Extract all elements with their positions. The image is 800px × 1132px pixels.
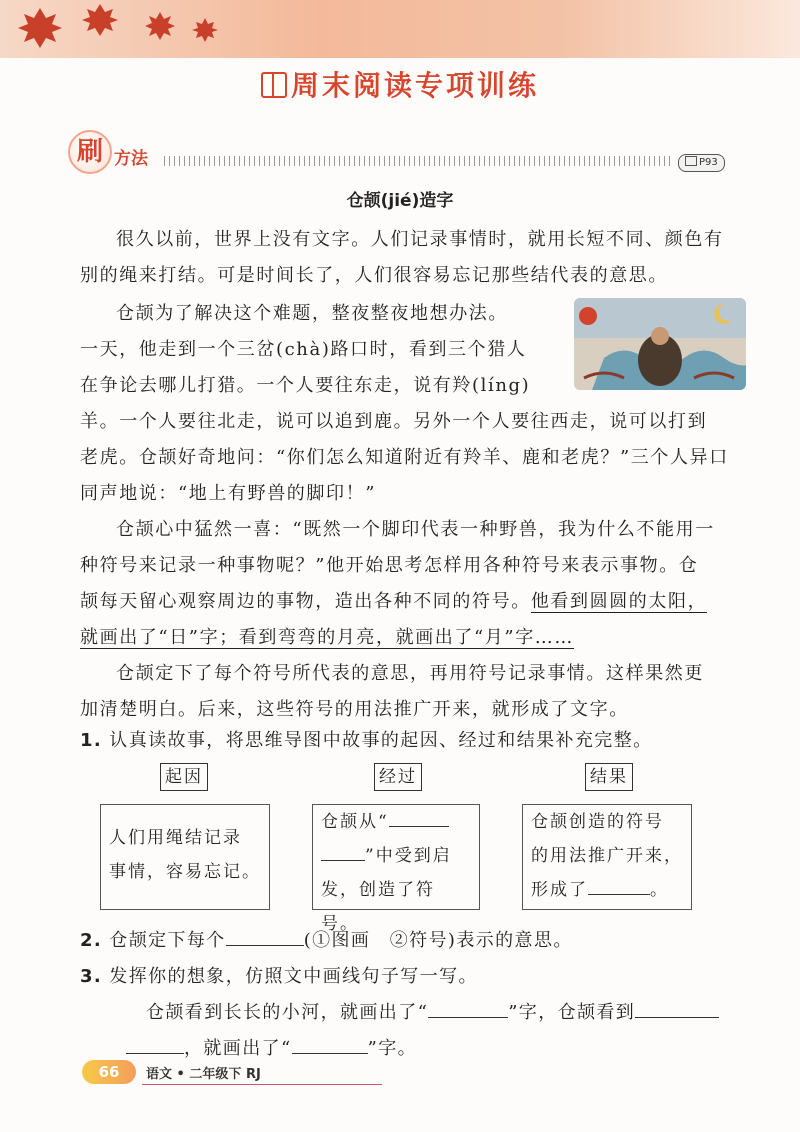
label-cause: 起因 xyxy=(160,763,208,791)
section-badge: 刷 xyxy=(68,130,112,174)
question-3: 3. 发挥你的想象，仿照文中画线句子写一写。 xyxy=(80,966,478,987)
answer-blank[interactable] xyxy=(635,1017,719,1018)
paragraph-3-line: 种符号来记录一种事物呢？”他开始思考怎样用各种符号来表示事物。仓 xyxy=(80,555,699,576)
page-title-text: 周末阅读专项训练 xyxy=(290,69,539,102)
paragraph-2: 仓颉为了解决这个难题，整夜整夜地想办法。 xyxy=(116,303,508,324)
answer-blank[interactable] xyxy=(389,826,449,827)
paragraph-3: 仓颉心中猛然一喜：“既然一个脚印代表一种野兽，我为什么不能用一 xyxy=(116,519,715,540)
label-result: 结果 xyxy=(585,763,633,791)
passage-title: 仓颉(jié)造字 xyxy=(346,191,454,211)
paragraph-3-line: 颉每天留心观察周边的事物，造出各种不同的符号。他看到圆圆的太阳， xyxy=(80,591,708,612)
cangjie-illustration xyxy=(574,298,746,390)
paragraph-3-line xyxy=(80,620,752,656)
paragraph-2-line: 羊。一个人要往北走，说可以追到鹿。另外一个人要往西走，说可以打到 xyxy=(80,411,708,432)
question-2: 2. 仓颉定下每个 (①图画 ②符号)表示的意思。 xyxy=(80,930,573,951)
answer-blank[interactable] xyxy=(321,860,365,861)
method-section-header xyxy=(68,130,748,174)
paragraph-1: 很久以前，世界上没有文字。人们记录事情时，就用长短不同、颜色有 xyxy=(116,229,724,250)
label-process: 经过 xyxy=(374,763,422,791)
process-box: 仓颉从“ ”中受到启 发，创造了符号。 xyxy=(312,804,480,910)
section-label: 方法 xyxy=(114,149,148,169)
page-reference xyxy=(678,154,725,172)
book-icon xyxy=(261,72,287,98)
paragraph-1-line-2: 别的绳来打结。可是时间长了，人们很容易忘记那些结代表的意思。 xyxy=(80,265,668,286)
paragraph-2-line: 同声地说：“地上有野兽的脚印！” xyxy=(80,483,377,504)
answer-blank[interactable] xyxy=(292,1053,368,1054)
answer-blank[interactable] xyxy=(588,894,650,895)
answer-blank[interactable] xyxy=(428,1017,508,1018)
footer-divider xyxy=(142,1084,382,1085)
paragraph-2-line: 在争论去哪儿打猎。一个人要往东走，说有羚(líng) xyxy=(80,375,531,396)
dotted-divider xyxy=(164,156,674,166)
underlined-sentence: 他看到圆圆的太阳， xyxy=(530,591,708,612)
page-number: 66 xyxy=(82,1060,136,1084)
page-title xyxy=(0,64,800,104)
question-1: 1. 认真读故事，将思维导图中故事的起因、经过和结果补充完整。 xyxy=(80,730,653,751)
maple-leaves-decoration xyxy=(0,0,240,70)
paragraph-4-line: 加清楚明白。后来，这些符号的用法推广开来，就形成了文字。 xyxy=(80,699,629,720)
cause-box: 人们用绳结记录 事情，容易忘记。 xyxy=(100,804,270,910)
footer-text: 语文 • 二年级下 RJ xyxy=(146,1067,261,1082)
book-icon xyxy=(685,156,697,166)
paragraph-4: 仓颉定下了每个符号所代表的意思，再用符号记录事情。这样果然更 xyxy=(116,663,704,684)
answer-blank[interactable] xyxy=(226,945,304,946)
page-footer xyxy=(82,1060,402,1086)
paragraph-2-line: 老虎。仓颉好奇地问：“你们怎么知道附近有羚羊、鹿和老虎？”三个人异口 xyxy=(80,447,729,468)
result-box: 仓颉创造的符号 的用法推广开来， 形成了 。 xyxy=(522,804,692,910)
page-reference-text: P93 xyxy=(699,157,718,168)
question-3-line-2: ，就画出了“ ”字。 xyxy=(126,1034,417,1060)
underlined-sentence: 就画出了“日”字；看到弯弯的月亮，就画出了“月”字…… xyxy=(80,627,575,648)
paragraph-2-line: 一天，他走到一个三岔(chà)路口时，看到三个猎人 xyxy=(80,339,527,360)
question-3-line-1: 仓颉看到长长的小河，就画出了“ ”字，仓颉看到 xyxy=(146,998,719,1024)
answer-blank[interactable] xyxy=(126,1053,184,1054)
